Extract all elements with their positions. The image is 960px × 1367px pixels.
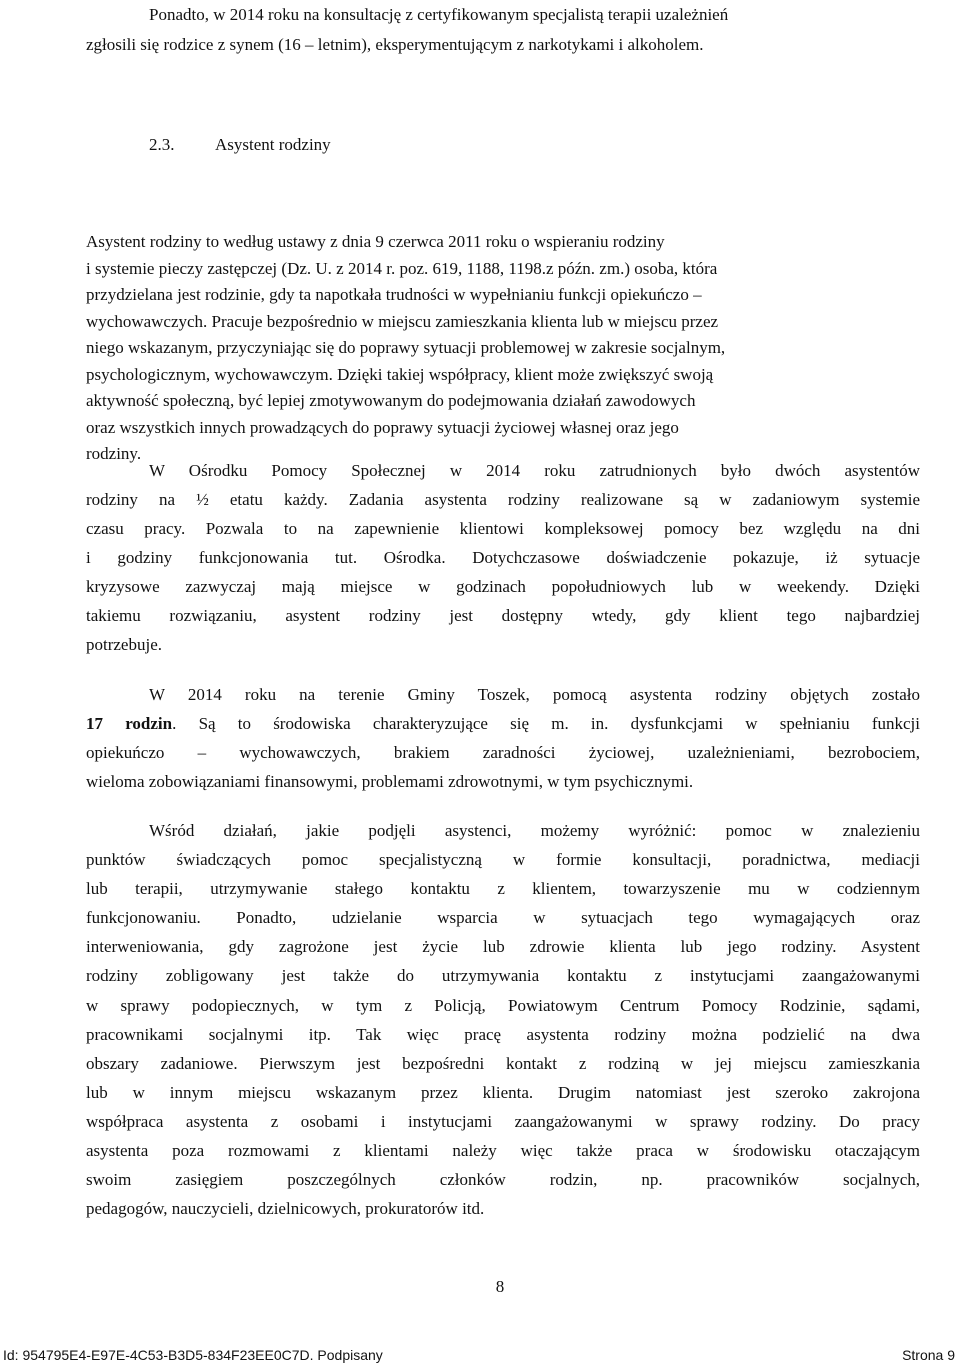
page-number: 8 <box>495 1277 505 1296</box>
text-line: W 2014 roku na terenie Gminy Toszek, pomocą asystenta rodziny objętych zostało <box>149 685 920 704</box>
text-line: przydzielana jest rodzinie, gdy ta napotkała trudności w wypełnianiu funkcji opiekuńczo – <box>86 285 702 304</box>
text-line: niego wskazanym, przyczyniając się do poprawy sytuacji problemowej w zakresie socjalnym, <box>86 338 726 357</box>
paragraph-families <box>86 680 920 796</box>
text-line: pracownikami socjalnymi itp. Tak więc pracę asystenta rodziny można podzielić na dwa <box>86 1024 920 1044</box>
text-line: współpraca asystenta z osobami i instytucjami zaangażowanymi w sprawy rodziny. Do pracy <box>86 1111 920 1131</box>
text-line: oraz wszystkich innych prowadzących do poprawy sytuacji życiowej własnej oraz jego <box>86 417 679 437</box>
text-line: takiemu rozwiązaniu, asystent rodziny jest dostępny wtedy, gdy klient tego najbardziej <box>86 606 920 625</box>
text-line: wychowawczych. Pracuje bezpośrednio w miejscu zamieszkania klienta lub w miejscu przez <box>86 311 719 331</box>
text-line: lub w innym miejscu wskazanym przez klienta. Drugim natomiast jest szeroko zakrojona <box>86 1082 920 1102</box>
footer-document-id: Id: 954795E4-E97E-4C53-B3D5-834F23EE0C7D. Podpisany <box>3 1347 383 1363</box>
text-line: Wśród działań, jakie podjęli asystenci, możemy wyróżnić: pomoc w znalezieniu <box>149 821 920 840</box>
intro-paragraph <box>86 0 920 60</box>
text-line: w sprawy podopiecznych, w tym z Policją, Powiatowym Centrum Pomocy Rodzinie, sądami, <box>86 995 920 1015</box>
text-line: zgłosili się rodzice z synem (16 – letnim), eksperymentującym z narkotykami i alkoholem. <box>86 35 704 54</box>
text-line: i systemie pieczy zastępczej (Dz. U. z 2014 r. poz. 619, 1188, 1198.z późn. zm.) osoba, która <box>86 258 718 278</box>
text-line: czasu pracy. Pozwala to na zapewnienie klientowi kompleksowej pomocy bez względu na dni <box>86 519 920 538</box>
paragraph-employment <box>86 456 920 659</box>
paragraph-definition <box>86 229 920 468</box>
text-line: asystenta poza rozmowami z klientami należy więc także praca w środowisku otaczającym <box>86 1141 920 1161</box>
text-line: interweniowania, gdy zagrożone jest życie lub zdrowie klienta lub jego rodziny. Asystent <box>86 937 920 957</box>
text-line: psychologicznym, wychowawczym. Dzięki takiej współpracy, klient może zwiększyć swoją <box>86 364 714 384</box>
text-line: aktywność społeczną, być lepiej zmotywowanym do podejmowania działań zawodowych <box>86 391 696 410</box>
text-line: potrzebuje. <box>86 635 162 654</box>
text-line: rodziny zobligowany jest także do utrzymywania kontaktu z instytucjami zaangażowanymi <box>86 966 920 986</box>
text-line: i godziny funkcjonowania tut. Ośrodka. Dotychczasowe doświadczenie pokazuje, iż sytuacje <box>86 548 920 567</box>
text-line: W Ośrodku Pomocy Społecznej w 2014 roku zatrudnionych było dwóch asystentów <box>149 461 920 480</box>
text-line: punktów świadczących pomoc specjalistyczną w formie konsultacji, poradnictwa, mediacji <box>86 850 920 870</box>
footer-page-label: Strona 9 <box>902 1347 955 1363</box>
paragraph-activities <box>86 816 920 1223</box>
text-line: pedagogów, nauczycieli, dzielnicowych, prokuratorów itd. <box>86 1199 485 1219</box>
text-line <box>86 709 920 738</box>
text-line: lub terapii, utrzymywanie stałego kontaktu z klientem, towarzyszenie mu w codziennym <box>86 879 920 899</box>
text-line: rodziny na ½ etatu każdy. Zadania asystenta rodziny realizowane są w zadaniowym systemie <box>86 490 920 509</box>
text-line: swoim zasięgiem poszczególnych członków rodzin, np. pracowników socjalnych, <box>86 1170 920 1190</box>
text-line: funkcjonowaniu. Ponadto, udzielanie wsparcia w sytuacjach tego wymagających oraz <box>86 908 920 928</box>
text-line: obszary zadaniowe. Pierwszym jest bezpośredni kontakt z rodziną w jej miejscu zamieszkania <box>86 1053 920 1073</box>
section-number: 2.3. <box>149 135 175 154</box>
families-count: 17 rodzin <box>86 714 173 733</box>
text-line: wieloma zobowiązaniami finansowymi, problemami zdrowotnymi, w tym psychicznymi. <box>86 772 694 791</box>
text-line: Ponadto, w 2014 roku na konsultację z certyfikowanym specjalistą terapii uzależnień <box>149 5 729 24</box>
section-heading <box>149 131 331 159</box>
text-line: opiekuńczo – wychowawczych, brakiem zaradności życiowej, uzależnieniami, bezrobociem, <box>86 743 920 762</box>
section-title: Asystent rodziny <box>215 135 331 154</box>
text-line-rest: . Są to środowiska charakteryzujące się m. in. dysfunkcjami w spełnianiu funkcji <box>172 714 921 733</box>
text-line: rodziny. <box>86 444 142 463</box>
text-line: Asystent rodziny to według ustawy z dnia 9 czerwca 2011 roku o wspieraniu rodziny <box>86 232 665 251</box>
text-line: kryzysowe zazwyczaj mają miejsce w godzinach popołudniowych lub w weekendy. Dzięki <box>86 577 920 596</box>
